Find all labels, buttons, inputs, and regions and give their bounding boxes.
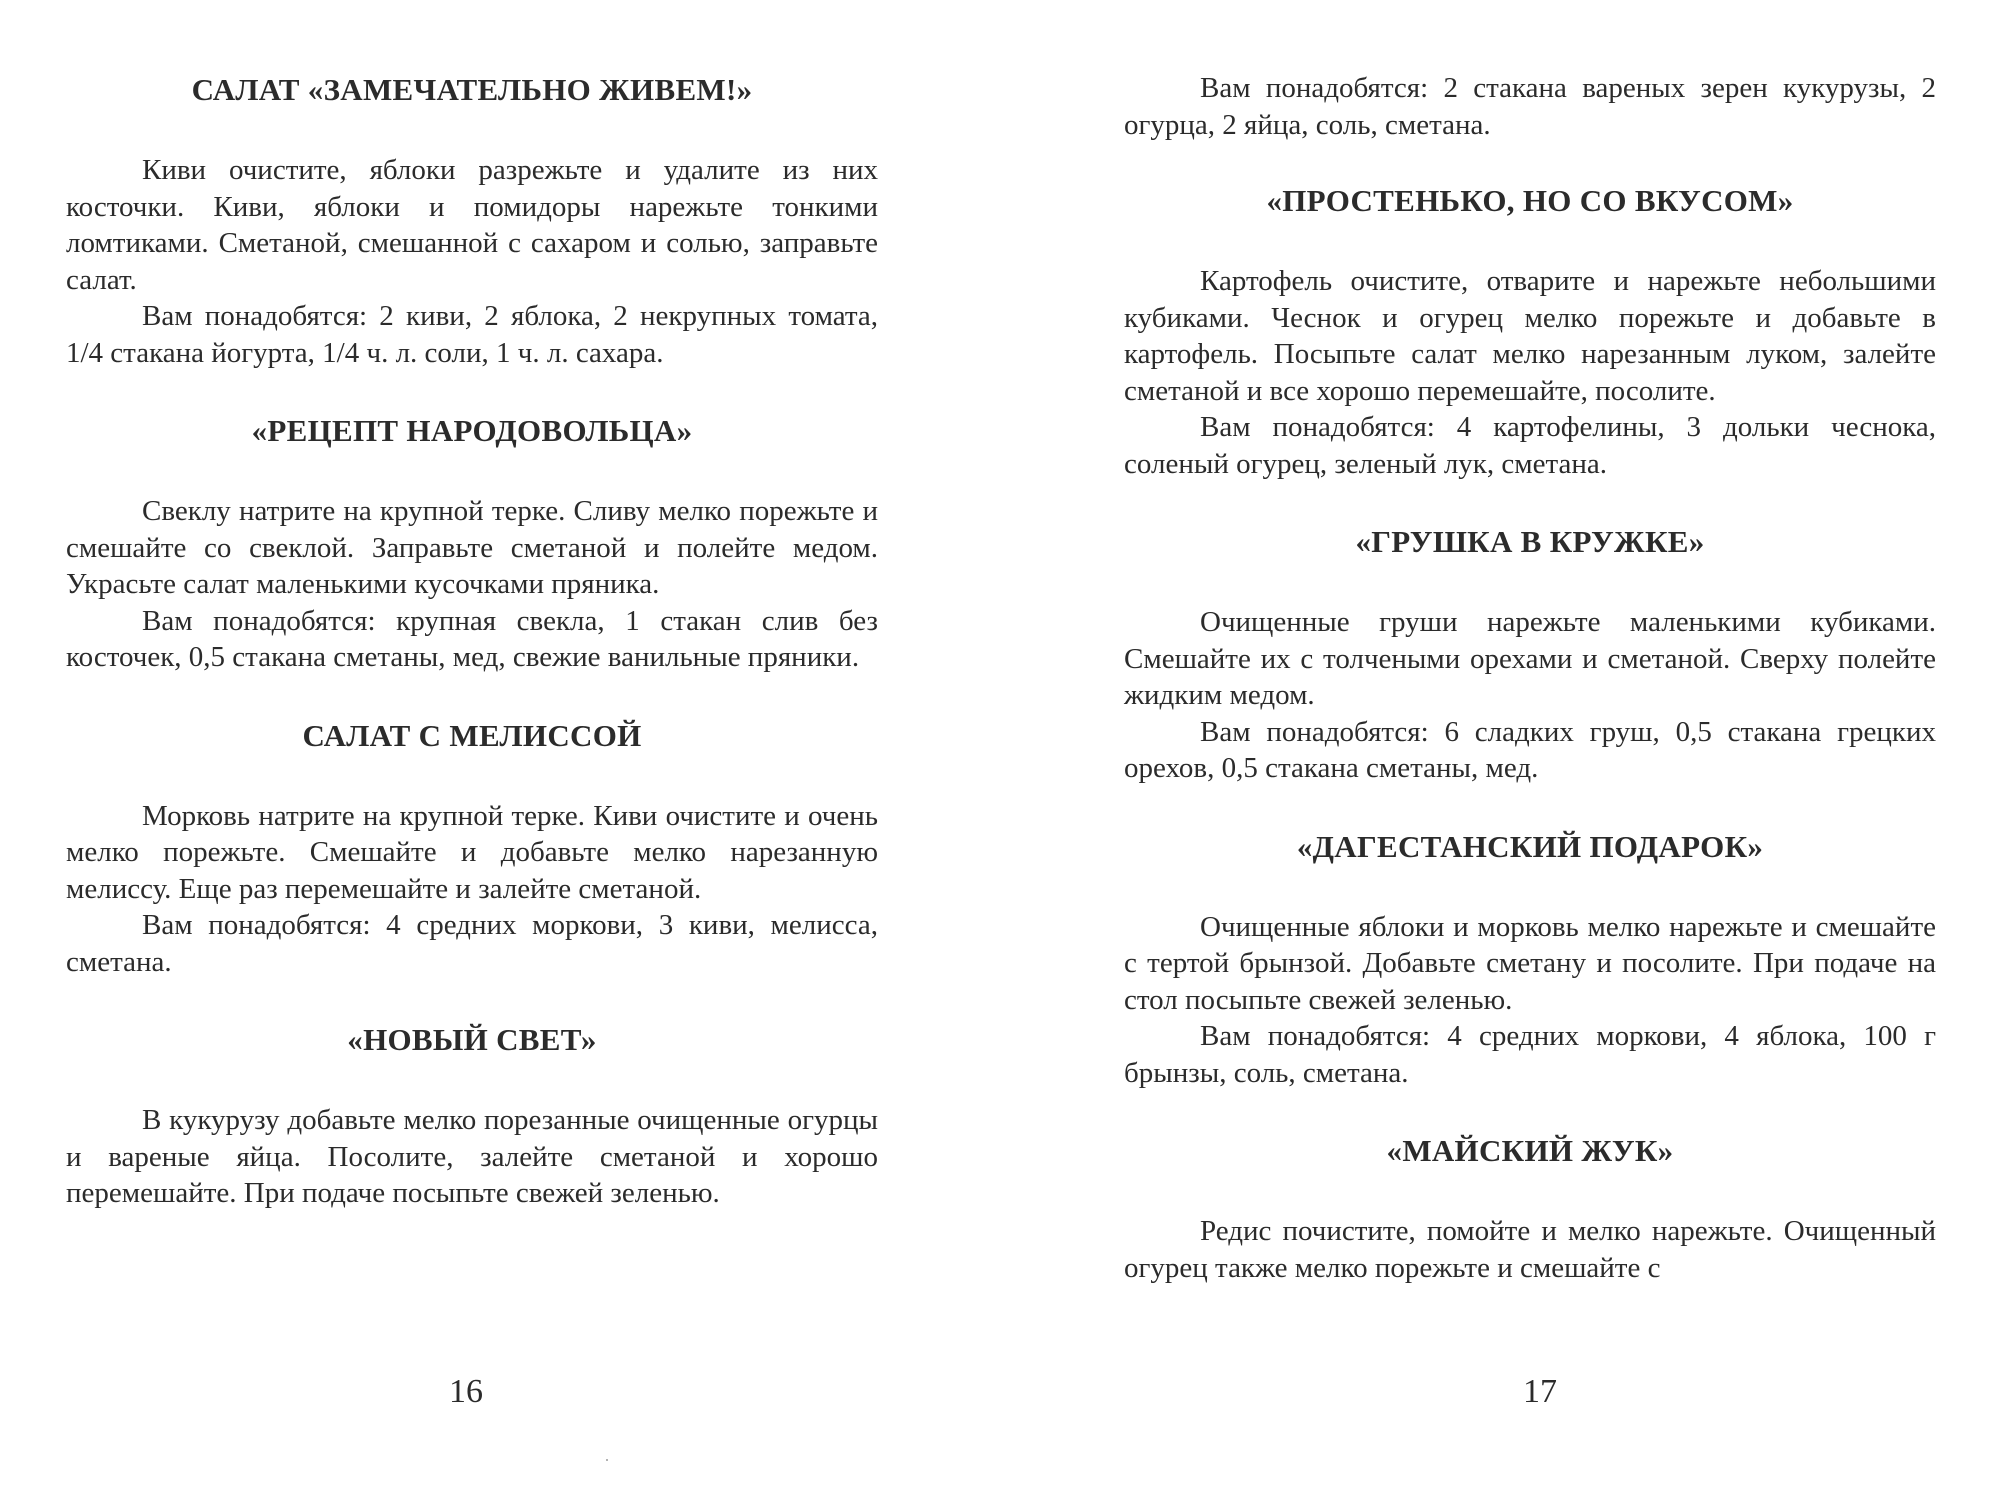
recipe-title: «ПРОСТЕНЬКО, НО СО ВКУСОМ» xyxy=(1266,183,1794,218)
recipe-maiskii-zhuk xyxy=(1124,1131,1936,1286)
recipe-zamechatelno-zhivem xyxy=(66,70,878,371)
recipe-novyi-svet xyxy=(66,1020,878,1212)
recipe-ingredients: Вам понадобятся: 4 средних моркови, 4 яблока, 100 г брынзы, соль, сметана. xyxy=(1124,1020,1936,1089)
recipe-ingredients: Вам понадобятся: крупная свекла, 1 стакан слив без косточек, 0,5 стакана сметаны, мед, свежие ванильные пряники. xyxy=(66,604,878,673)
recipe-ingredients: Вам понадобятся: 4 картофелины, 3 дольки чеснока, соленый огурец, зеленый лук, сметана. xyxy=(1124,411,1936,480)
recipe-continued xyxy=(1124,70,1936,143)
recipe-narodovoltsa xyxy=(66,411,878,676)
recipe-grushka xyxy=(1124,522,1936,787)
left-page xyxy=(66,70,878,1252)
recipe-title: САЛАТ «ЗАМЕЧАТЕЛЬНО ЖИВЕМ!» xyxy=(191,72,753,107)
recipe-method: Картофель очистите, отварите и нарежьте небольшими кубиками. Чеснок и огурец мелко порежьте и добавьте в картофель. Посыпьте салат мелко нарезанным луком, залейте сметаной и все хорошо перемешайте, посолите. xyxy=(1124,265,1936,407)
recipe-method: Киви очистите, яблоки разрежьте и удалите из них косточки. Киви, яблоки и помидоры нарежьте тонкими ломтиками. Сметаной, смешанной с сахаром и солью, заправьте салат. xyxy=(66,154,878,296)
recipe-method: Редис почистите, помойте и мелко нарежьте. Очищенный огурец также мелко порежьте и смешайте с xyxy=(1124,1215,1936,1284)
page-number: 16 xyxy=(449,1373,483,1410)
recipe-title: «ГРУШКА В КРУЖКЕ» xyxy=(1355,524,1705,559)
recipe-method: Очищенные груши нарежьте маленькими кубиками. Смешайте их с толчеными орехами и сметаной. Сверху полейте жидким медом. xyxy=(1124,606,1936,711)
recipe-title: «МАЙСКИЙ ЖУК» xyxy=(1386,1133,1674,1168)
page-number: 17 xyxy=(1523,1373,1557,1410)
recipe-title: «НОВЫЙ СВЕТ» xyxy=(347,1022,597,1057)
recipe-ingredients: Вам понадобятся: 4 средних моркови, 3 киви, мелисса, сметана. xyxy=(66,909,878,978)
recipe-dagestanskii xyxy=(1124,827,1936,1092)
recipe-title: «ДАГЕСТАНСКИЙ ПОДАРОК» xyxy=(1296,828,1764,864)
recipe-title: САЛАТ С МЕЛИССОЙ xyxy=(302,717,642,753)
recipe-ingredients: Вам понадобятся: 2 киви, 2 яблока, 2 некрупных томата, 1/4 стакана йогурта, 1/4 ч. л. соли, 1 ч. л. сахара. xyxy=(66,300,878,369)
recipe-ingredients: Вам понадобятся: 2 стакана вареных зерен кукурузы, 2 огурца, 2 яйца, соль, сметана. xyxy=(1124,72,1936,141)
scan-speck xyxy=(606,1459,608,1461)
recipe-melissa xyxy=(66,716,878,981)
recipe-title: «РЕЦЕПТ НАРОДОВОЛЬЦА» xyxy=(251,413,693,448)
recipe-ingredients: Вам понадобятся: 6 сладких груш, 0,5 стакана грецких орехов, 0,5 стакана сметаны, мед. xyxy=(1124,715,1936,784)
recipe-method: Свеклу натрите на крупной терке. Сливу мелко порежьте и смешайте со свеклой. Заправьте сметаной и полейте медом. Украсьте салат маленькими кусочками пряника. xyxy=(66,495,878,600)
recipe-prostenko xyxy=(1124,181,1936,482)
recipe-method: Очищенные яблоки и морковь мелко нарежьте и смешайте с тертой брынзой. Добавьте сметану и посолите. При подаче на стол посыпьте свежей зеленью. xyxy=(1124,910,1936,1016)
recipe-method: Морковь натрите на крупной терке. Киви очистите и очень мелко порежьте. Смешайте и добавьте мелко нарезанную мелиссу. Еще раз перемешайте и залейте сметаной. xyxy=(66,799,878,905)
recipe-method: В кукурузу добавьте мелко порезанные очищенные огурцы и вареные яйца. Посолите, залейте сметаной и хорошо перемешайте. При подаче посыпьте свежей зеленью. xyxy=(66,1104,878,1209)
right-page xyxy=(1124,70,1936,1326)
